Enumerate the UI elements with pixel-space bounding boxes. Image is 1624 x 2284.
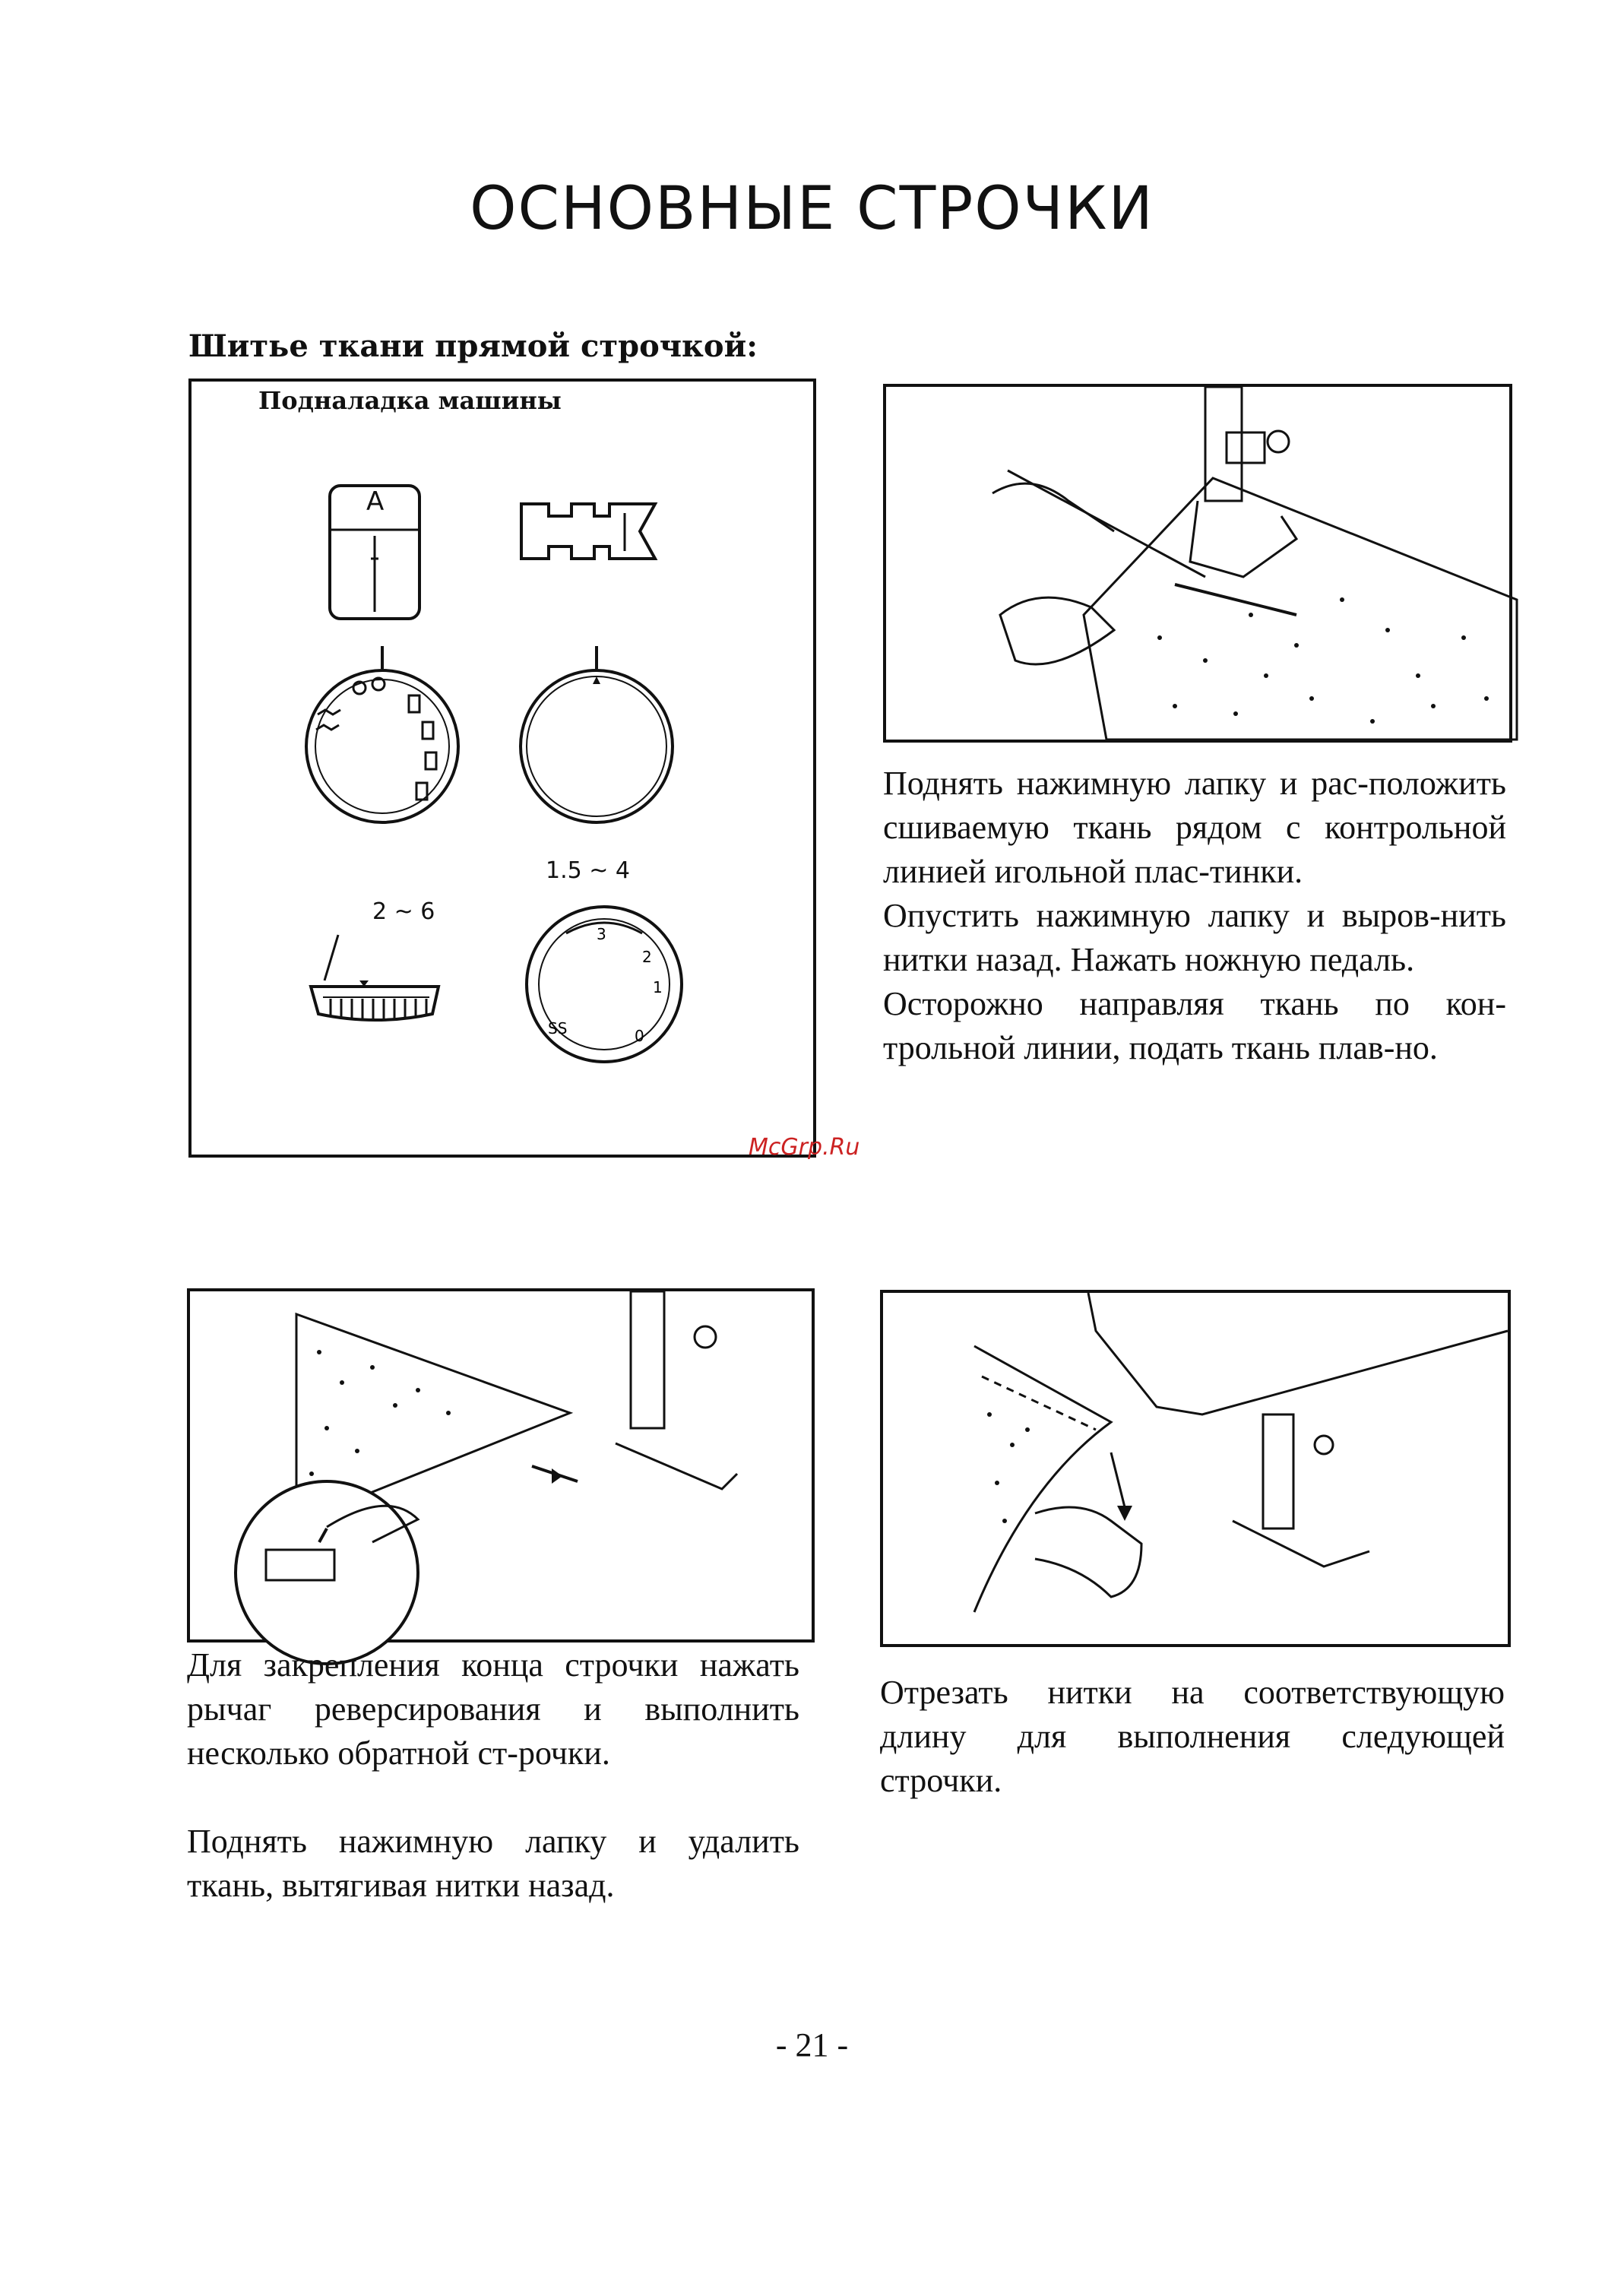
section-subtitle: Шитье ткани прямой строчкой: (188, 328, 758, 364)
watermark: McGrp.Ru (749, 1134, 860, 1161)
thread-cutter-illustration (883, 1293, 1508, 1644)
svg-text:0: 0 (635, 1027, 644, 1045)
page-number: - 21 - (775, 2026, 849, 2064)
sewing-foot-illustration-1 (886, 387, 1509, 740)
svg-text:1: 1 (653, 978, 663, 996)
pattern-selector-dial[interactable] (295, 646, 470, 828)
svg-text:2: 2 (642, 948, 652, 966)
foot-letter: A (366, 486, 385, 517)
step3-instructions (880, 1671, 1505, 1803)
setup-panel (188, 379, 816, 1158)
length-range-label: 1.5 ~ 4 (546, 857, 631, 884)
step1-paragraph: Осторожно направляя ткань по кон-трольной линии, подать ткань плав-но. (883, 985, 1506, 1066)
reverse-lever-illustration (190, 1291, 812, 1639)
stitch-width-dial[interactable] (509, 646, 684, 828)
step1-instructions (883, 762, 1506, 1070)
presser-foot-icon (518, 498, 670, 566)
svg-text:3: 3 (597, 925, 606, 943)
step1-paragraph: Опустить нажимную лапку и выров-нить нитки назад. Нажать ножную педаль. (883, 897, 1506, 978)
step2-paragraph: Для закрепления конца строчки нажать рычаг реверсирования и выполнить несколько обратной ст-рочки. (187, 1646, 799, 1772)
svg-text:SS: SS (548, 1019, 568, 1037)
step2-paragraph: Поднять нажимную лапку и удалить ткань, вытягивая нитки назад. (187, 1823, 799, 1904)
stitch-length-dial[interactable] (521, 897, 688, 1072)
step3-paragraph: Отрезать нитки на соответствующую длину для выполнения следующей строчки. (880, 1674, 1505, 1799)
thread-tension-dial[interactable] (308, 935, 445, 1026)
step1-paragraph: Поднять нажимную лапку и рас-положить сшиваемую ткань рядом с контрольной линией игольной плас-тинки. (883, 765, 1506, 890)
tension-range-label: 2 ~ 6 (372, 898, 435, 925)
page-title: ОСНОВНЫЕ СТРОЧКИ (470, 175, 1154, 243)
setup-panel-label: Подналадка машины (258, 386, 562, 415)
step2-instructions (187, 1643, 799, 1908)
